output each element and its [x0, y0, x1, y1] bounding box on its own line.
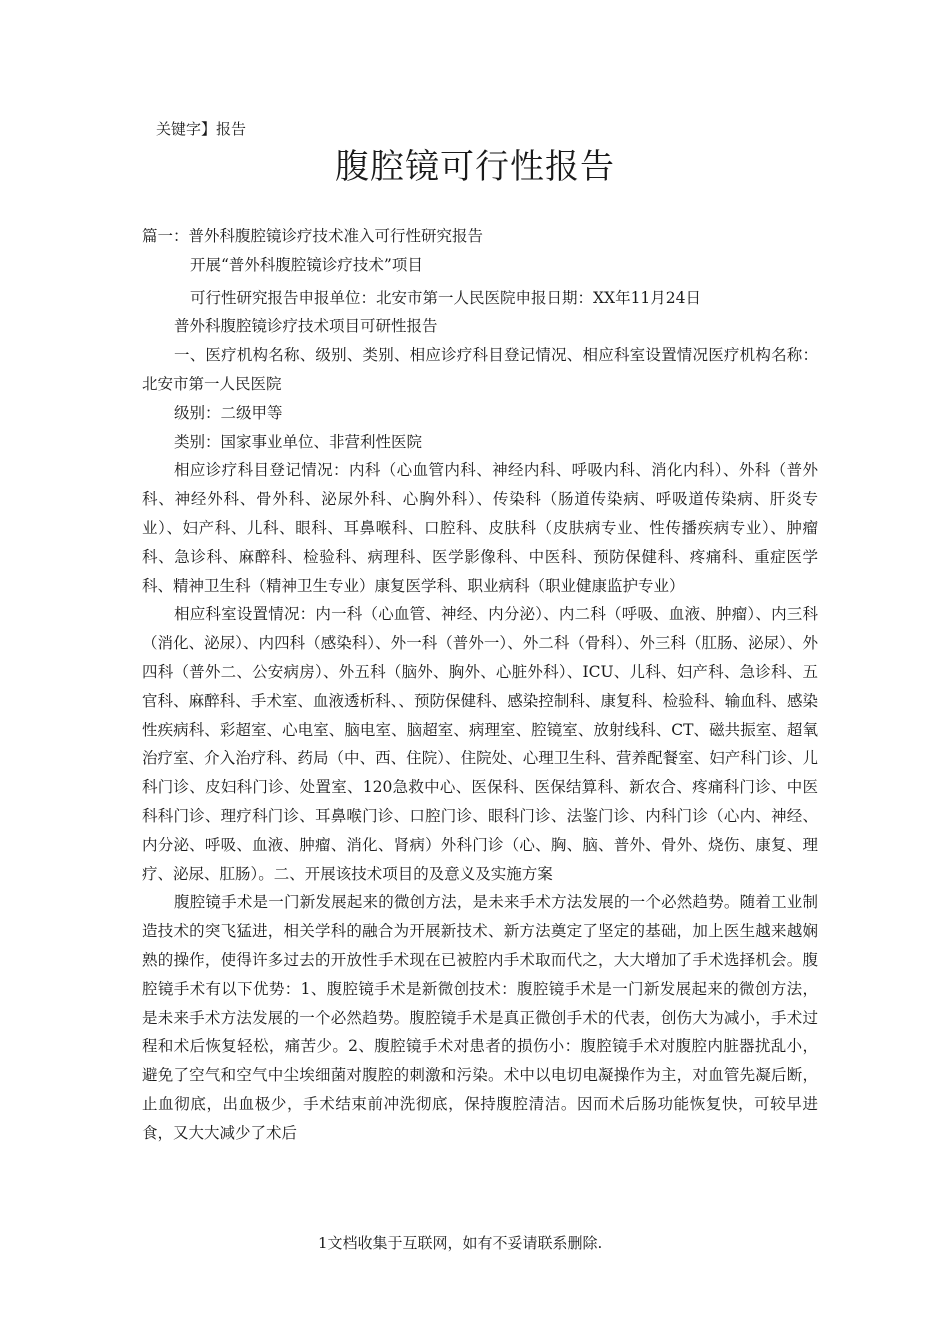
section-heading: 篇一：普外科腹腔镜诊疗技术准入可行性研究报告 — [142, 227, 484, 245]
document-title: 腹腔镜可行性报告 — [335, 147, 615, 187]
keyword-line: 关键字】报告 — [156, 120, 247, 138]
applicant-line: 可行性研究报告申报单位：北安市第一人民医院申报日期：XX年11月24日 — [190, 288, 702, 307]
paragraph-laparoscopy: 腹腔镜手术是一门新发展起来的微创方法，是未来手术方法发展的一个必然趋势。随着工业制造技术的突飞猛进，相关学科的融合为开展新技术、新方法奠定了坚定的基础，加上医生越来越娴熟的操作，使得许多过去的开放性手术现在已被腔内手术取而代之，大大增加了手术选择机会。腹腔镜手术有以下优势：1、腹腔镜手术是新微创技术：腹腔镜手术是一门新发展起来的微创方法，是未来手术方法发展的一个必然趋势。腹腔镜手术是真正微创手术的代表，创伤大为减小，手术过程和术后恢复轻松，痛苦少。2、腹腔镜手术对患者的损伤小：腹腔镜手术对腹腔内脏器扰乱小，避免了空气和空气中尘埃细菌对腹腔的刺激和污染。术中以电切电凝操作为主，对血管先凝后断，止血彻底，出血极少，手术结束前冲洗彻底，保持腹腔清洁。因而术后肠功能恢复快，可较早进食，又大大减少了术后 — [142, 893, 818, 1142]
paragraph-category: 类别：国家事业单位、非营利性医院 — [174, 432, 423, 451]
project-line: 开展“普外科腹腔镜诊疗技术”项目 — [190, 255, 423, 274]
footer-note: 1文档收集于互联网，如有不妥请联系删除. — [318, 1234, 603, 1252]
paragraph-registered-subjects: 相应诊疗科目登记情况：内科（心血管内科、神经内科、呼吸内科、消化内科）、外科（普外科、神经外科、骨外科、泌尿外科、心胸外科）、传染科（肠道传染病、呼吸道传染病、肝炎专业）、妇产科、儿科、眼科、耳鼻喉科、口腔科、皮肤科（皮肤病专业、性传播疾病专业）、肿瘤科、急诊科、麻醉科、检验科、病理科、医学影像科、中医科、预防保健科、疼痛科、重症医学科、精神卫生科（精神卫生专业）康复医学科、职业病科（职业健康监护专业） — [142, 461, 818, 595]
paragraph-departments: 相应科室设置情况：内一科（心血管、神经、内分泌）、内二科（呼吸、血液、肿瘤）、内三科（消化、泌尿）、内四科（感染科）、外一科（普外一）、外二科（骨科）、外三科（肛肠、泌尿）、外四科（普外二、公安病房）、外五科（脑外、胸外、心脏外科）、ICU、儿科、妇产科、急诊科、五官科、麻醉科、手术室、血液透析科、、预防保健科、感染控制科、康复科、检验科、输血科、感染性疾病科、彩超室、心电室、脑电室、脑超室、病理室、腔镜室、放射线科、CT、磁共振室、超氧治疗室、介入治疗科、药局（中、西、住院）、住院处、心理卫生科、营养配餐室、妇产科门诊、儿科门诊、皮妇科门诊、处置室、120急救中心、医保科、医保结算科、新农合、疼痛科门诊、中医科科门诊、理疗科门诊、耳鼻喉门诊、口腔门诊、眼科门诊、法鉴门诊、内科门诊（心内、神经、内分泌、呼吸、血液、肿瘤、消化、肾病）外科门诊（心、胸、脑、普外、骨外、烧伤、康复、理疗、泌尿、肛肠）。二、开展该技术项目的及意义及实施方案 — [142, 605, 818, 883]
report-subtitle: 普外科腹腔镜诊疗技术项目可研性报告 — [174, 317, 438, 336]
paragraph-level: 级别：二级甲等 — [174, 403, 283, 422]
paragraph-institution: 一、医疗机构名称、级别、类别、相应诊疗科目登记情况、相应科室设置情况医疗机构名称：北安市第一人民医院 — [142, 346, 818, 393]
document-body — [142, 222, 818, 1148]
